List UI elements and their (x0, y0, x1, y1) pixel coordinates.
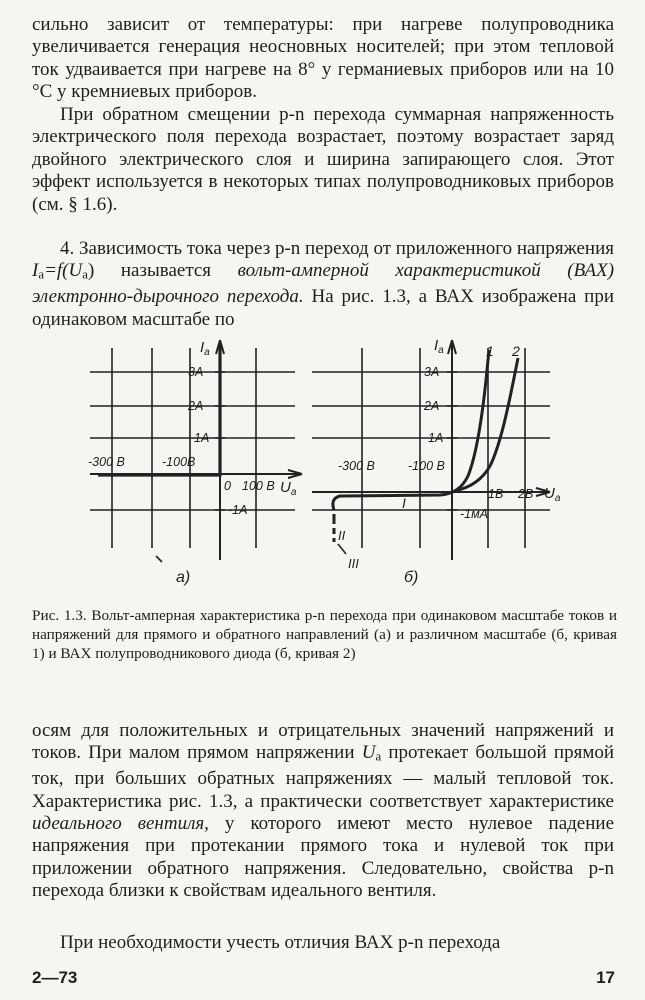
figure-vah (70, 328, 560, 598)
fig-a-x-tick-label: 100 В (242, 479, 275, 493)
fig-a-x-tick-label: 0 (224, 479, 231, 493)
figure-caption: Рис. 1.3. Вольт-амперная характеристика p-n перехода при одинаковом масштабе токов и напряжений для прямого и обратного направлений (а) и различном масштабе (б, кривая 1) и ВАХ полупроводникового диода (б, кривая 2) (32, 607, 617, 662)
fig-a-y-tick-label: -1А (228, 503, 248, 517)
fig-b-x-tick-label: -100 В (408, 459, 445, 473)
fig-b-x-tick-label: 1В (488, 487, 504, 501)
fig-a-x-tick-label: -300 В (88, 455, 125, 469)
fig-a-y-tick-label: 3А (188, 365, 204, 379)
fig-b-x-axis-label: $U_a$ (544, 485, 560, 504)
page-number: 17 (596, 968, 615, 987)
fig-b-y-tick-label: 3А (424, 365, 440, 379)
fig-a-x-tick-label: -100В (162, 455, 196, 469)
fig-a-y-tick-label: 1А (194, 431, 210, 445)
fig-a-label: а) (176, 569, 191, 586)
fig-b-curve-label: I (402, 495, 406, 511)
fig-b-curve-label: 2 (512, 343, 520, 359)
fig-b-y-tick-label: 2А (424, 399, 440, 413)
fig-b-x-tick-label: -300 В (338, 459, 375, 473)
fig-b-y-tick-label: 1А (428, 431, 444, 445)
fig-b-x-tick-label: 2В (518, 487, 534, 501)
fig-a-y-tick-label: 2А (188, 399, 204, 413)
paragraph-3: 4. Зависимость тока через p-n переход от приложенного напряжения Ia=f(Ua) называется вольт-амперной характеристикой (ВАХ) электронно-дырочного перехода. На рис. 1.3, а ВАХ изображена при одинаковом масштабе по (32, 238, 615, 330)
paragraph-1: сильно зависит от температуры: при нагреве полупроводника увеличивается генерация неосновных носителей; при этом тепловой ток удваивается при нагреве на 8° у германиевых приборов или на 10 °С у кремниевых приборов. (32, 14, 614, 103)
fig-b-y-axis-label: $I_a$ (434, 337, 444, 356)
fig-b-label: б) (404, 569, 419, 586)
fig-b-y-tick-label: -1мА (460, 507, 489, 521)
fig-a-mark (156, 556, 162, 562)
paragraph-5: При необходимости учесть отличия ВАХ p-n перехода (60, 932, 501, 953)
fig-b-curve-1 (333, 350, 489, 510)
fig-a-x-axis-label: $U_a$ (280, 479, 297, 498)
fig-b-curve-label: III (348, 556, 359, 571)
signature-mark: 2—73 (32, 968, 78, 987)
fig-a-y-axis-label: $I_a$ (200, 339, 210, 358)
fig-b-curve-label: II (338, 528, 346, 543)
fig-b-curve-label: 1 (486, 343, 494, 359)
paragraph-4: осям для положительных и отрицательных значений напряжений и токов. При малом прямом напряжении Ua протекает большой прямой ток, при больших обратных напряжениях — малый тепловой ток. Характеристика рис. 1.3, а практически соответствует характеристике идеального вентиля, у которого имеют место нулевое падение напряжения при протекании прямого тока и нулевой ток при приложении обратного напряжения. Следовательно, свойства p-n перехода близки к свойствам идеального вентиля. (32, 720, 615, 902)
fig-b-mark (338, 544, 346, 554)
paragraph-2: При обратном смещении p-n перехода суммарная напряженность электрического поля перехода возрастает, поэтому возрастает заряд двойного электрического слоя и ширина запирающего слоя. Этот эффект используется в некоторых типах полупроводниковых приборов (см. § 1.6). (32, 104, 614, 215)
